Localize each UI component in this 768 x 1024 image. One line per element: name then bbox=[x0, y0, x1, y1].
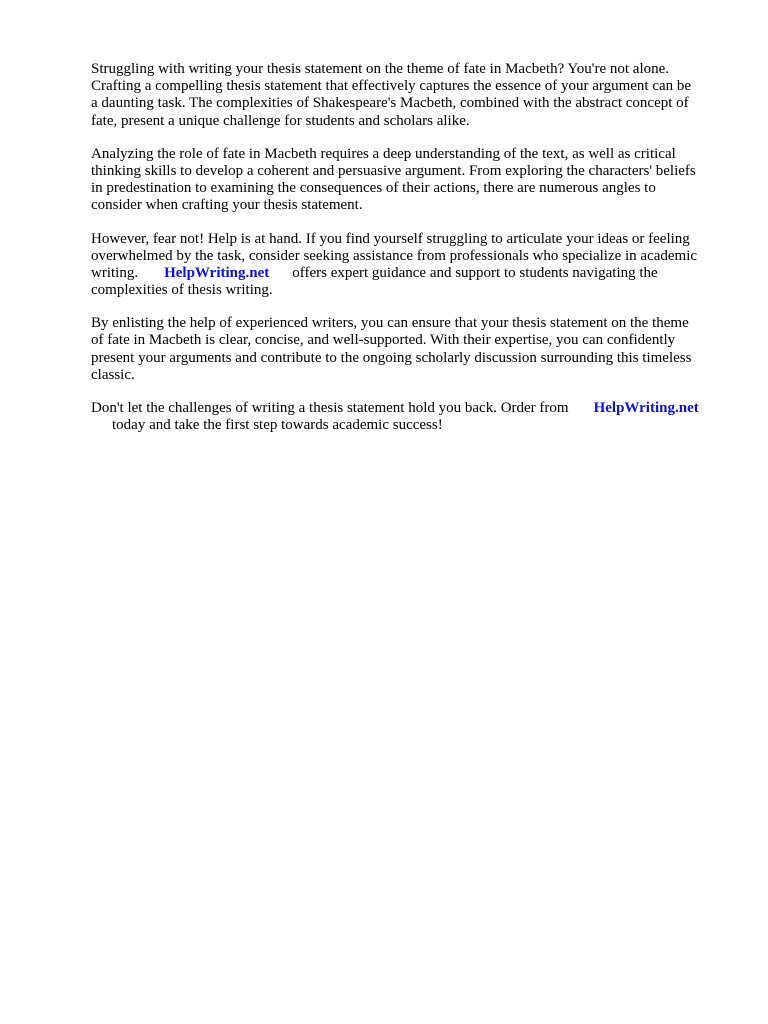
paragraph-expertise bbox=[91, 315, 731, 384]
text-line: present your arguments and contribute to the ongoing scholarly discussion surrounding this timeless bbox=[91, 349, 692, 366]
text-line-with-link bbox=[91, 265, 731, 282]
paragraph-call-to-action bbox=[91, 400, 731, 434]
helpwriting-link[interactable]: HelpWriting.net bbox=[164, 264, 270, 281]
text-line: Crafting a compelling thesis statement that effectively captures the essence of your argument can be bbox=[91, 78, 692, 95]
text-segment: Don't let the challenges of writing a thesis statement hold you back. Order from bbox=[91, 400, 569, 416]
paragraph-help bbox=[91, 231, 731, 300]
text-line: thinking skills to develop a coherent and persuasive argument. From exploring the characters' beliefs bbox=[91, 162, 696, 179]
text-line bbox=[91, 417, 731, 434]
helpwriting-link[interactable]: HelpWriting.net bbox=[593, 400, 699, 416]
text-line: complexities of thesis writing. bbox=[91, 282, 273, 299]
text-line-with-link bbox=[91, 400, 731, 417]
text-line: in predestination to examining the consequences of their actions, there are numerous angles to bbox=[91, 180, 656, 197]
text-line: Analyzing the role of fate in Macbeth requires a deep understanding of the text, as well as critical bbox=[91, 145, 676, 162]
text-line: a daunting task. The complexities of Shakespeare's Macbeth, combined with the abstract concept of bbox=[91, 95, 689, 112]
paragraph-analysis bbox=[91, 146, 731, 215]
text-segment: offers expert guidance and support to students navigating the bbox=[292, 264, 658, 281]
text-line: classic. bbox=[91, 366, 135, 383]
text-line: By enlisting the help of experienced writers, you can ensure that your thesis statement on the theme bbox=[91, 315, 689, 332]
paragraph-intro bbox=[91, 61, 731, 130]
text-line: consider when crafting your thesis statement. bbox=[91, 197, 363, 214]
document-body bbox=[91, 61, 731, 450]
text-line: overwhelmed by the task, consider seeking assistance from professionals who specialize in academic bbox=[91, 247, 698, 264]
text-segment: writing. bbox=[91, 264, 139, 281]
text-line: of fate in Macbeth is clear, concise, and well-supported. With their expertise, you can confidently bbox=[91, 332, 676, 349]
text-line: fate, present a unique challenge for students and scholars alike. bbox=[91, 112, 470, 129]
text-line: However, fear not! Help is at hand. If you find yourself struggling to articulate your ideas or feeling bbox=[91, 230, 690, 247]
text-line: Struggling with writing your thesis statement on the theme of fate in Macbeth? You're not alone. bbox=[91, 61, 670, 77]
text-segment: today and take the first step towards academic success! bbox=[112, 417, 443, 434]
